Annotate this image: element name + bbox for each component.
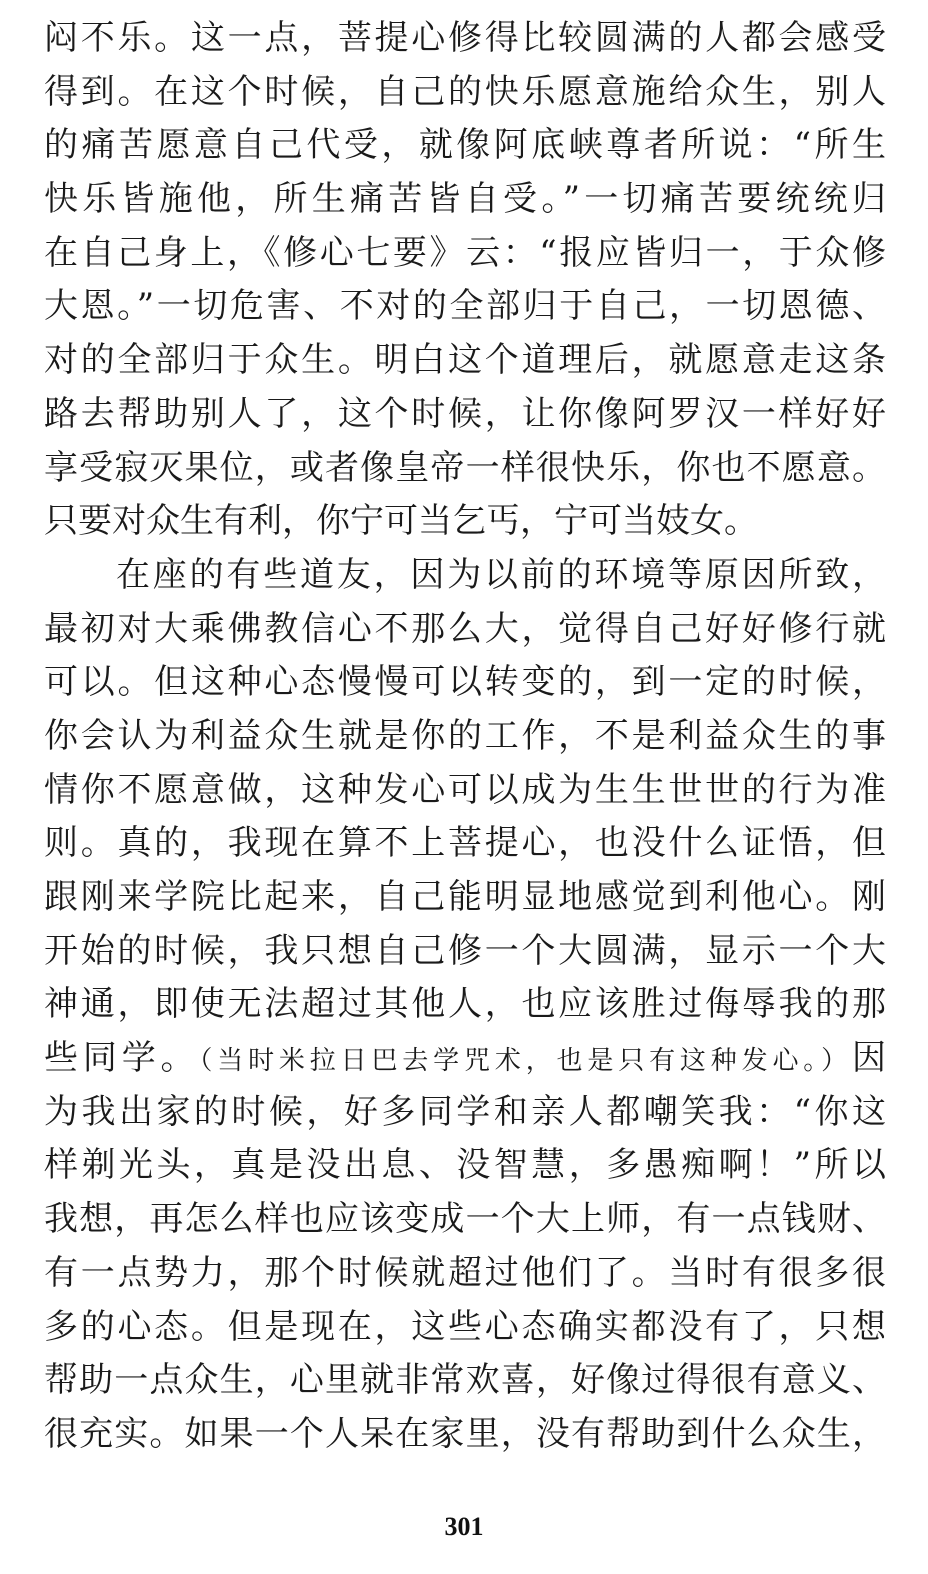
text-line: 的痛苦愿意自己代受，就像阿底峡尊者所说：“所生 [44,125,886,166]
text-line: 有一点势力，那个时候就超过他们了。当时有很多很 [44,1252,886,1293]
text-line: 开始的时候，我只想自己修一个大圆满，显示一个大 [44,930,886,971]
text-line: 快乐皆施他，所生痛苦皆自受。”一切痛苦要统统归 [44,179,886,220]
paragraph-end-line: 只要对众生有利，你宁可当乞丐，宁可当妓女。 [44,501,758,542]
text-line: 在自己身上，《修心七要》云：“报应皆归一，于众修 [44,232,886,273]
text-line: 对的全部归于众生。明白这个道理后，就愿意走这条 [44,340,886,381]
text-line: 情你不愿意做，这种发心可以成为生生世世的行为准 [44,769,886,810]
text-line: 跟刚来学院比起来，自己能明显地感觉到利他心。刚 [44,877,886,917]
inline-note: （当时米拉日巴去学咒术，也是只有这种发心。） [199,1046,852,1077]
text-line: 很充实。如果一个人呆在家里，没有帮助到什么众生， [44,1413,886,1454]
text-segment: 因 [852,1038,886,1079]
text-line: 为我出家的时候，好多同学和亲人都嘲笑我：“你这 [44,1091,886,1132]
text-line: 大恩。”一切危害、不对的全部归于自己，一切恩德、 [44,286,886,327]
text-line-with-note [44,1032,886,1086]
text-line: 我想，再怎么样也应该变成一个大上师，有一点钱财、 [44,1199,886,1240]
text-line: 路去帮助别人了，这个时候，让你像阿罗汉一样好好 [44,393,886,434]
text-line: 神通，即使无法超过其他人，也应该胜过侮辱我的那 [44,984,886,1025]
text-line: 最初对大乘佛教信心不那么大，觉得自己好好修行就 [44,608,886,649]
body-text [44,12,886,1462]
paragraph-start-line: 在座的有些道友，因为以前的环境等原因所致， [116,554,886,595]
text-line: 闷不乐。这一点，菩提心修得比较圆满的人都会感受 [44,18,886,58]
text-line: 帮助一点众生，心里就非常欢喜，好像过得很有意义、 [44,1360,886,1401]
text-line: 样剃光头，真是没出息、没智慧，多愚痴啊！”所以 [44,1145,886,1186]
text-line: 你会认为利益众生就是你的工作，不是利益众生的事 [44,715,886,756]
text-line: 则。真的，我现在算不上菩提心，也没什么证悟，但 [44,823,886,864]
text-line: 多的心态。但是现在，这些心态确实都没有了，只想 [44,1306,886,1347]
text-line: 得到。在这个时候，自己的快乐愿意施给众生，别人 [44,71,886,112]
text-segment: 些同学。 [44,1038,200,1079]
page-number: 301 [444,1512,484,1541]
text-line: 可以。但这种心态慢慢可以转变的，到一定的时候， [44,662,886,703]
text-line: 享受寂灭果位，或者像皇帝一样很快乐，你也不愿意。 [44,447,886,488]
